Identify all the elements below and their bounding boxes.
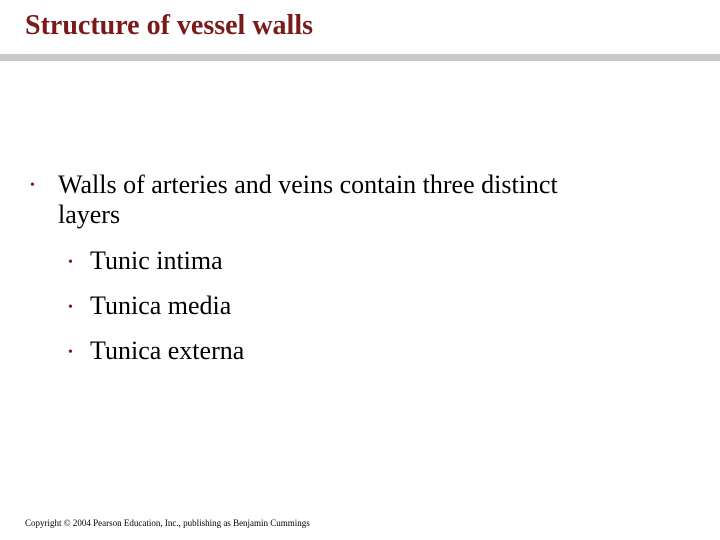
title-divider	[0, 54, 720, 61]
sub-bullet-marker: •	[68, 345, 73, 360]
copyright-notice: Copyright © 2004 Pearson Education, Inc., publishing as Benjamin Cummings	[25, 518, 310, 528]
slide-title: Structure of vessel walls	[25, 10, 313, 41]
bullet-marker: •	[30, 178, 35, 193]
sub-bullet-marker: •	[68, 255, 73, 270]
bullet-text-line-2: layers	[58, 200, 121, 229]
sub-bullet-marker: •	[68, 300, 73, 315]
sub-item-tunica-externa: Tunica externa	[90, 336, 245, 365]
sub-item-tunica-media: Tunica media	[90, 291, 232, 320]
bullet-text-line-1: Walls of arteries and veins contain three distinct	[58, 170, 558, 199]
sub-item-tunic-intima: Tunic intima	[90, 246, 223, 275]
